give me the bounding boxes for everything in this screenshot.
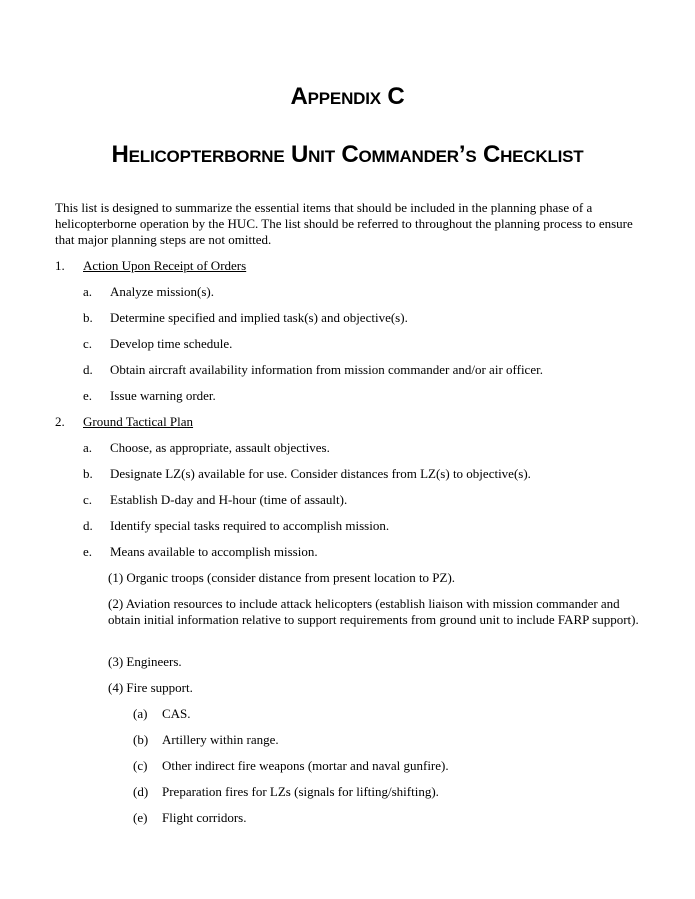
checklist <box>0 258 695 836</box>
item-text: Other indirect fire weapons (mortar and naval gunfire). <box>162 758 449 773</box>
item-text: Identify special tasks required to accomplish mission. <box>110 518 390 533</box>
sub-item <box>0 654 695 680</box>
checklist-title: Helicopterborne Unit Commander’s Checklist <box>111 141 584 168</box>
sub-item-text: (3) Engineers. <box>108 654 182 669</box>
item-letter: d. <box>83 362 93 377</box>
list-item <box>0 492 695 518</box>
list-item <box>0 544 695 570</box>
intro-paragraph: This list is designed to summarize the essential items that should be included in the planning phase of a helicopterborne operation by the HUC. The list should be referred to throughout the planning process to ensure that major planning steps are not omitted. <box>55 200 633 247</box>
list-item <box>0 518 695 544</box>
item-letter: (e) <box>133 810 148 825</box>
list-item <box>0 362 695 388</box>
sub-item-text: (2) Aviation resources to include attack helicopters (establish liaison with mission commander and obtain initial information relative to support requirements from ground unit to include FARP support). <box>108 596 639 627</box>
fire-support-item <box>0 810 695 836</box>
section-title: Ground Tactical Plan <box>83 414 194 429</box>
item-letter: b. <box>83 310 93 325</box>
item-text: CAS. <box>162 706 191 721</box>
item-letter: a. <box>83 284 93 299</box>
item-text: Preparation fires for LZs (signals for lifting/shifting). <box>162 784 439 799</box>
item-letter: e. <box>83 388 93 403</box>
fire-support-item <box>0 732 695 758</box>
appendix-title: Appendix C <box>290 83 405 110</box>
item-letter: (d) <box>133 784 149 799</box>
list-item <box>0 388 695 414</box>
item-text: Designate LZ(s) available for use. Consider distances from LZ(s) to objective(s). <box>110 466 531 481</box>
item-text: Choose, as appropriate, assault objectives. <box>110 440 330 455</box>
item-letter: a. <box>83 440 93 455</box>
item-letter: b. <box>83 466 93 481</box>
item-text: Establish D-day and H-hour (time of assault). <box>110 492 348 507</box>
list-item <box>0 310 695 336</box>
list-item <box>0 466 695 492</box>
list-item <box>0 336 695 362</box>
item-text: Analyze mission(s). <box>110 284 214 299</box>
item-letter: e. <box>83 544 93 559</box>
sub-item <box>0 680 695 706</box>
item-text: Issue warning order. <box>110 388 216 403</box>
section-title: Action Upon Receipt of Orders <box>83 258 247 273</box>
sub-item <box>0 570 695 596</box>
list-item <box>0 284 695 310</box>
item-text: Determine specified and implied task(s) and objective(s). <box>110 310 408 325</box>
section-1-heading <box>0 258 695 284</box>
sub-item-text: (1) Organic troops (consider distance from present location to PZ). <box>108 570 456 585</box>
section-number: 2. <box>55 414 65 429</box>
item-text: Develop time schedule. <box>110 336 233 351</box>
item-text: Flight corridors. <box>162 810 247 825</box>
list-item <box>0 440 695 466</box>
fire-support-item <box>0 706 695 732</box>
item-text: Means available to accomplish mission. <box>110 544 318 559</box>
section-number: 1. <box>55 258 65 273</box>
sub-item-text: (4) Fire support. <box>108 680 193 695</box>
item-letter: c. <box>83 492 93 507</box>
section-2-heading <box>0 414 695 440</box>
item-text: Artillery within range. <box>162 732 279 747</box>
item-letter: (a) <box>133 706 148 721</box>
sub-item <box>0 596 695 654</box>
fire-support-item <box>0 758 695 784</box>
item-letter: (c) <box>133 758 148 773</box>
item-letter: d. <box>83 518 93 533</box>
item-letter: (b) <box>133 732 149 747</box>
fire-support-item <box>0 784 695 810</box>
item-letter: c. <box>83 336 93 351</box>
item-text: Obtain aircraft availability information from mission commander and/or air officer. <box>110 362 543 377</box>
